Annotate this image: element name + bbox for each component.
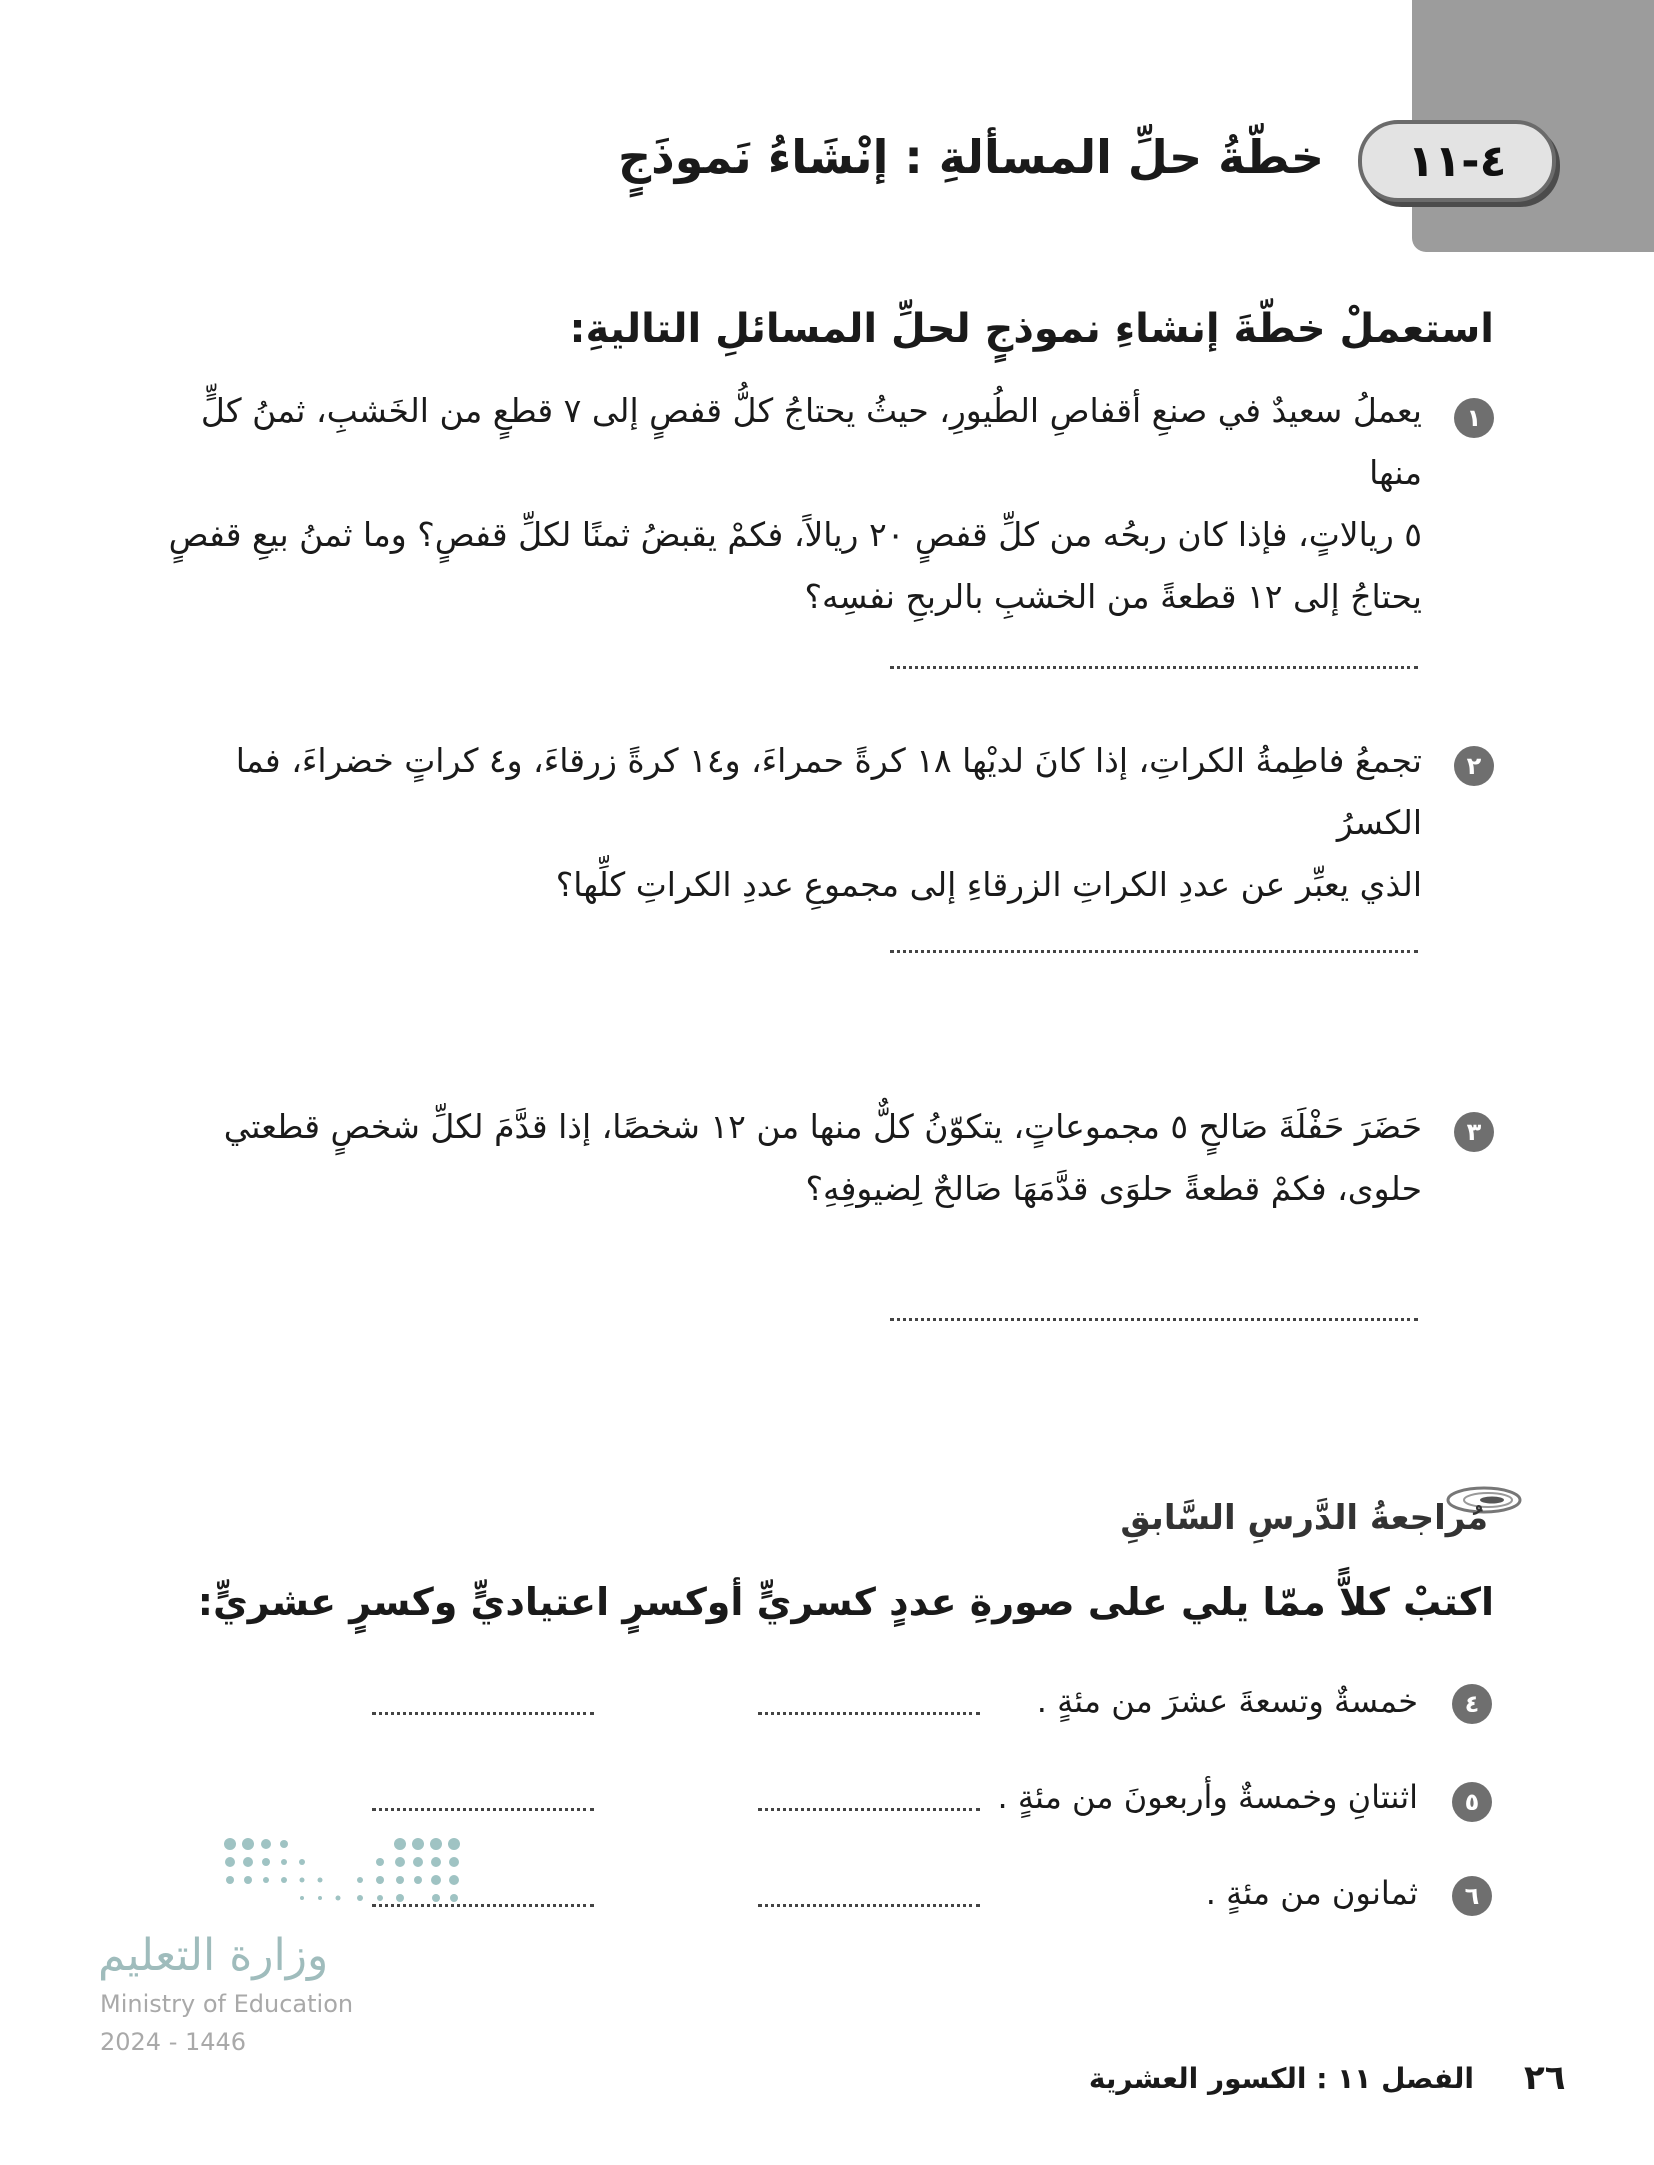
problem-1-line-3: يحتاجُ إلى ١٢ قطعةً من الخشبِ بالربحِ نفسِه؟ [804, 577, 1422, 616]
lesson-title: خطّةُ حلِّ المسألةِ : إنْشَاءُ نَموذَجٍ [617, 130, 1324, 184]
review-item-5-text: اثنتانِ وخمسةٌ وأربعونَ من مئةٍ . [997, 1778, 1418, 1816]
problem-2-line-1: تجمعُ فاطِمةُ الكراتِ، إذا كانَ لديْها ١٨ كرةً حمراءَ، و١٤ كرةً زرقاءَ، و٤ كراتٍ خضراءَ، فما الكسرُ [235, 741, 1422, 842]
review-item-6-text: ثمانون من مئةٍ . [1205, 1874, 1418, 1912]
review-instruction: اكتبْ كلاًّ ممّا يلي على صورةِ عددٍ كسريٍّ أوكسرٍ اعتياديٍّ وكسرٍ عشريٍّ: [197, 1580, 1494, 1624]
problem-3-line-2: حلوى، فكمْ قطعةً حلوَى قدَّمَهَا صَالحٌ لِضيوفِهِ؟ [805, 1169, 1422, 1208]
review-number-4: ٤ [1452, 1684, 1492, 1724]
answer-line-1[interactable] [890, 666, 1418, 669]
problem-number-3: ٣ [1454, 1112, 1494, 1152]
problem-3-line-1: حَضَرَ حَفْلَةَ صَالحٍ ٥ مجموعاتٍ، يتكوّنُ كلٌّ منها من ١٢ شخصًا، إذا قدَّمَ لكلِّ شخصٍ قطعتي [223, 1107, 1422, 1146]
answer-line-2[interactable] [890, 950, 1418, 953]
ministry-logo-icon [220, 1836, 470, 1912]
problem-2-text [142, 730, 1422, 916]
problem-1-text [142, 380, 1422, 628]
ministry-year: 2024 - 1446 [100, 2028, 247, 2056]
chapter-footer: الفصل ١١ : الكسور العشرية [1088, 2062, 1474, 2095]
problem-3-text [142, 1096, 1422, 1220]
instruction-heading: استعملْ خطّةَ إنشاءِ نموذجٍ لحلِّ المسائلِ التاليةِ: [569, 306, 1494, 352]
ministry-name-arabic: وزارة التعليم [98, 1930, 329, 1981]
answer-line-4a[interactable] [758, 1712, 980, 1715]
page-number: ٢٦ [1524, 2058, 1566, 2098]
problem-number-1: ١ [1454, 398, 1494, 438]
ministry-name-english: Ministry of Education [100, 1990, 354, 2018]
answer-line-5b[interactable] [372, 1808, 594, 1811]
answer-line-3[interactable] [890, 1318, 1418, 1321]
answer-line-4b[interactable] [372, 1712, 594, 1715]
problem-2-line-2: الذي يعبِّر عن عددِ الكراتِ الزرقاءِ إلى مجموعِ عددِ الكراتِ كلِّها؟ [555, 865, 1422, 904]
review-item-4-text: خمسةٌ وتسعةَ عشرَ من مئةٍ . [1036, 1682, 1418, 1720]
problem-number-2: ٢ [1454, 746, 1494, 786]
problem-1-line-2: ٥ ريالاتٍ، فإذا كان ربحُه من كلِّ قفصٍ ٢٠ ريالاً، فكمْ يقبضُ ثمنًا لكلِّ قفصٍ؟ وما ثمنُ بيعِ قفصٍ [168, 515, 1422, 554]
review-number-6: ٦ [1452, 1876, 1492, 1916]
answer-line-5a[interactable] [758, 1808, 980, 1811]
lesson-number-badge: ٤-١١ [1358, 120, 1556, 202]
problem-1-line-1: يعملُ سعيدٌ في صنعِ أقفاصِ الطُيورِ، حيثُ يحتاجُ كلُّ قفصٍ إلى ٧ قطعٍ من الخَشبِ، ثمنُ كلٍّ منها [200, 391, 1422, 492]
answer-line-6a[interactable] [758, 1904, 980, 1907]
review-number-5: ٥ [1452, 1782, 1492, 1822]
review-heading: مُراجعةُ الدَّرسِ السَّابقِ [1120, 1498, 1488, 1538]
